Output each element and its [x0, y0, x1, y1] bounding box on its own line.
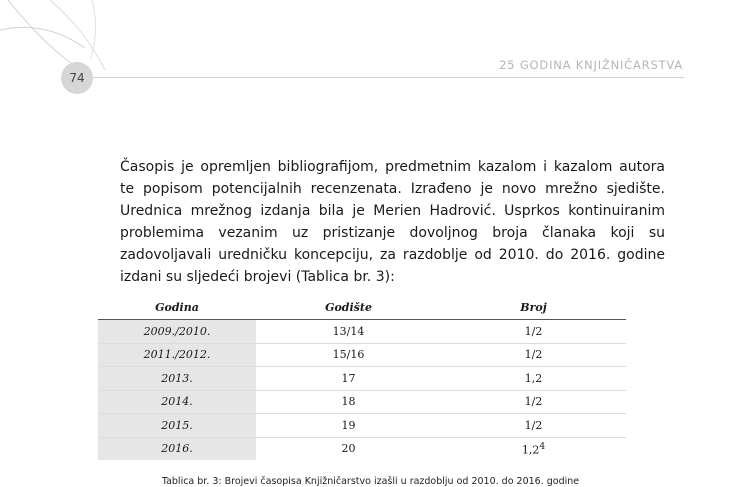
- broj-value: 1/2: [524, 395, 543, 409]
- cell-godina: 2016.: [98, 437, 256, 460]
- header-godiste: Godište: [256, 296, 441, 320]
- table-caption: Tablica br. 3: Brojevi časopisa Knjižničarstvo izašli u razdoblju od 2010. do 2016. godine: [161, 476, 580, 487]
- paragraph-line: zadovoljavali uredničku koncepciju, za razdoblje od 2010. do 2016. godine: [120, 247, 665, 263]
- footnote-marker[interactable]: 4: [539, 440, 546, 452]
- table-row: [98, 320, 626, 344]
- broj-value: 1/2: [524, 324, 543, 338]
- broj-value: 1/2: [524, 418, 543, 432]
- table-row: [98, 343, 626, 367]
- cell-godina: 2014.: [98, 390, 256, 414]
- cell-broj: [441, 367, 626, 391]
- header-broj: Broj: [441, 296, 626, 320]
- table-row: [98, 367, 626, 391]
- cell-godina: 2015.: [98, 414, 256, 438]
- cell-godiste: 19: [256, 414, 441, 438]
- cell-godiste: 20: [341, 442, 356, 456]
- cell-godina: 2011./2012.: [98, 343, 256, 367]
- cell-broj: [441, 414, 626, 438]
- table-header-row: [98, 296, 626, 320]
- cell-broj: [441, 343, 626, 367]
- cell-godiste: 15/16: [256, 343, 441, 367]
- cell-godina: 2009./2010.: [98, 320, 256, 344]
- page-number: 74: [69, 71, 85, 85]
- cell-broj: [441, 437, 626, 460]
- cell-godina: 2013.: [98, 367, 256, 391]
- table-row: [98, 414, 626, 438]
- header-rule: [84, 77, 684, 78]
- broj-value: 1,2: [521, 443, 540, 457]
- broj-value: 1,2: [524, 371, 543, 385]
- issues-table: [98, 296, 626, 460]
- paragraph-line: Časopis je opremljen bibliografijom, predmetnim kazalom i kazalom autora: [120, 159, 665, 175]
- cell-godiste: 17: [256, 367, 441, 391]
- paragraph-line: te popisom potencijalnih recenzenata. Izrađeno je novo mrežno sjedište.: [120, 181, 665, 197]
- decorative-curves: [0, 0, 120, 100]
- cell-godiste: 18: [256, 390, 441, 414]
- broj-value: 1/2: [524, 348, 543, 362]
- running-title: 25 GODINA KNJIŽNIČARSTVA: [499, 58, 683, 72]
- cell-broj: [441, 320, 626, 344]
- table-row: [98, 437, 626, 460]
- paragraph-line: Urednica mrežnog izdanja bila je Merien Hadrović. Usprkos kontinuiranim: [120, 203, 665, 219]
- paragraph-line: problemima vezanim uz pristizanje dovoljnog broja članaka koji su: [120, 225, 665, 241]
- header-godina: Godina: [98, 296, 256, 320]
- paragraph-line: izdani su sljedeći brojevi (Tablica br. 3):: [120, 269, 395, 285]
- cell-godiste: 13/14: [256, 320, 441, 344]
- table-row: [98, 390, 626, 414]
- body-paragraph: [120, 156, 665, 288]
- cell-broj: [441, 390, 626, 414]
